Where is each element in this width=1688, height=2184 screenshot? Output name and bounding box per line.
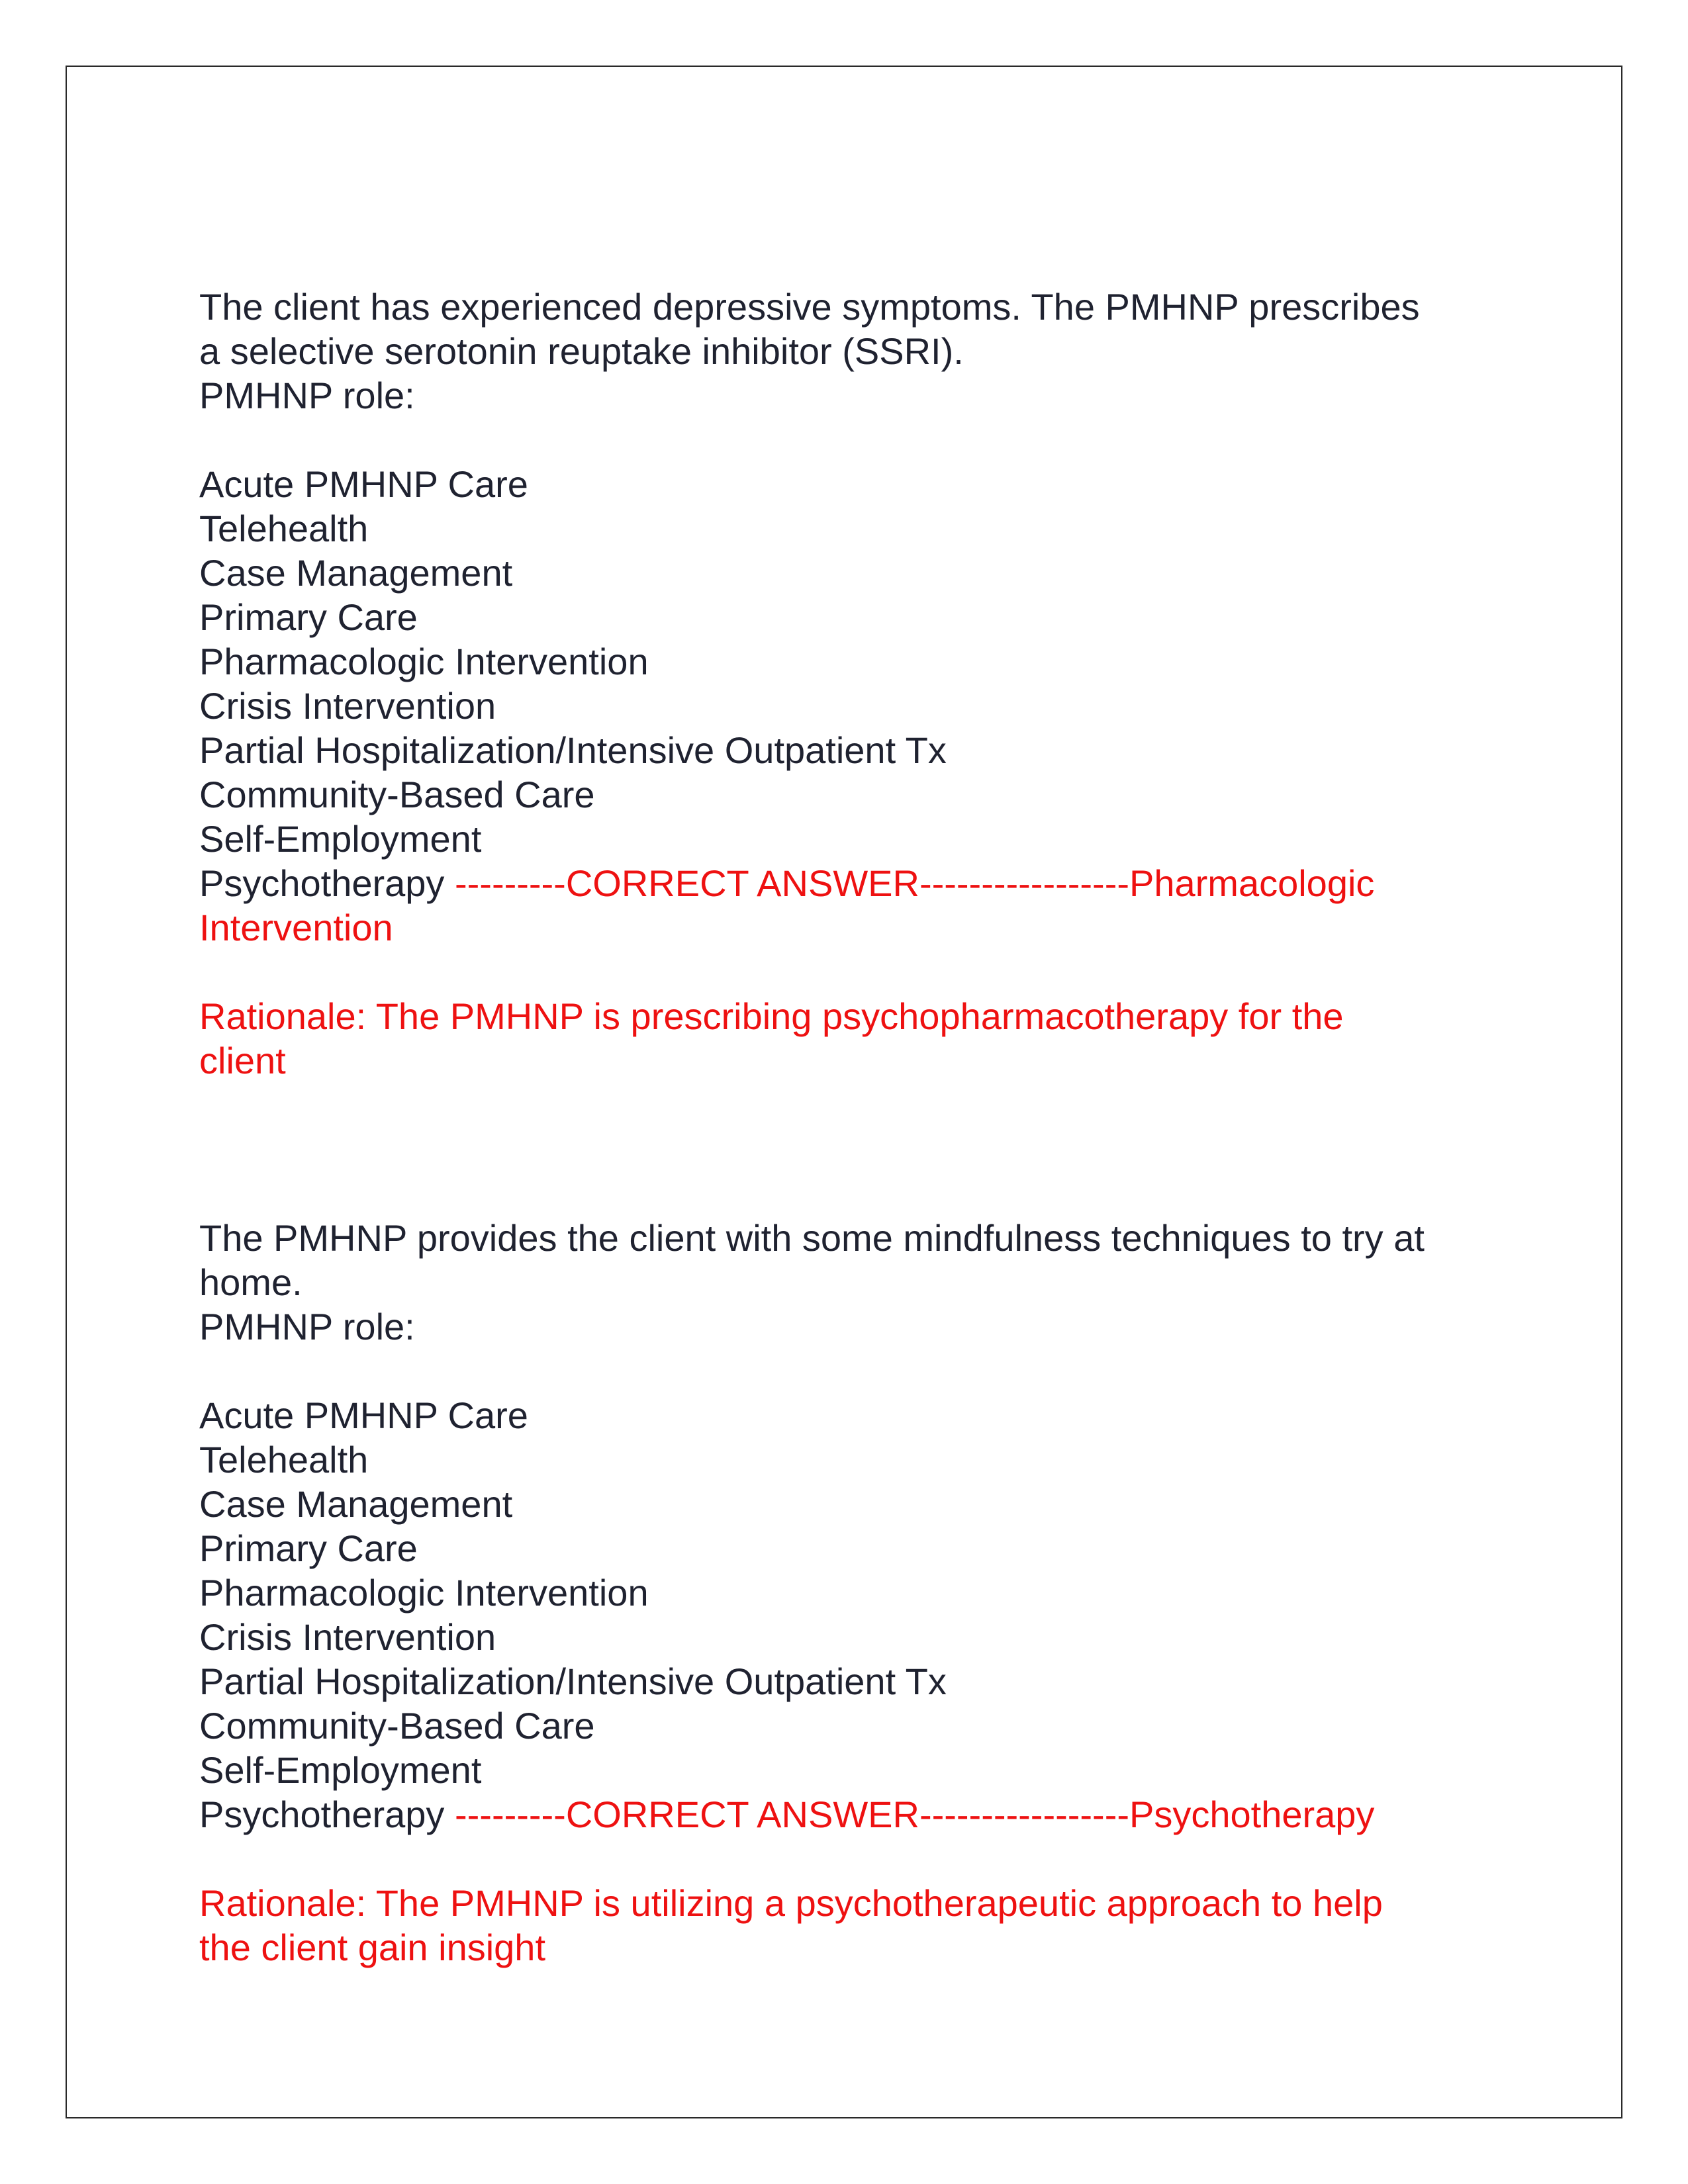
option-item: Telehealth [199,508,369,549]
option-item: Acute PMHNP Care [199,1394,528,1436]
rationale-line: Rationale: The PMHNP is prescribing psychopharmacotherapy for the [199,995,1344,1037]
option-item: Case Management [199,1483,513,1525]
correct-answer-text-continued: Intervention [199,907,393,948]
option-item: Primary Care [199,596,418,638]
correct-answer-text: Psychotherapy [1129,1794,1375,1835]
correct-answer-marker: ---------CORRECT ANSWER----------------- [444,862,1129,904]
correct-answer-marker: ---------CORRECT ANSWER----------------- [444,1794,1129,1835]
option-item: Psychotherapy [199,862,445,904]
option-item: Self-Employment [199,818,482,860]
option-item: Pharmacologic Intervention [199,1572,649,1614]
rationale-line: the client gain insight [199,1927,546,1968]
option-item: Crisis Intervention [199,685,496,727]
option-item: Psychotherapy [199,1794,445,1835]
option-item: Partial Hospitalization/Intensive Outpatient Tx [199,729,947,771]
option-item: Self-Employment [199,1749,482,1791]
option-item: Primary Care [199,1527,418,1569]
question-1 [199,285,1510,1083]
option-answer-line [199,1792,1510,1837]
question-stem-line: The PMHNP provides the client with some mindfulness techniques to try at [199,1217,1425,1259]
option-item: Community-Based Care [199,774,595,815]
rationale-line: Rationale: The PMHNP is utilizing a psychotherapeutic approach to help [199,1882,1383,1924]
option-item: Pharmacologic Intervention [199,641,649,682]
option-item: Telehealth [199,1439,369,1480]
option-item: Partial Hospitalization/Intensive Outpatient Tx [199,1661,947,1702]
question-prompt: PMHNP role: [199,1306,415,1347]
question-stem-line: a selective serotonin reuptake inhibitor (SSRI). [199,330,964,372]
question-prompt: PMHNP role: [199,375,415,416]
correct-answer-text: Pharmacologic [1129,862,1375,904]
option-item: Community-Based Care [199,1705,595,1747]
rationale-line: client [199,1040,286,1081]
question-stem-line: The client has experienced depressive symptoms. The PMHNP prescribes [199,286,1420,328]
option-item: Acute PMHNP Care [199,463,528,505]
option-answer-line [199,861,1510,905]
question-stem-line: home. [199,1261,303,1303]
option-item: Crisis Intervention [199,1616,496,1658]
option-item: Case Management [199,552,513,594]
document-content [199,285,1510,1970]
question-2 [199,1216,1510,1970]
